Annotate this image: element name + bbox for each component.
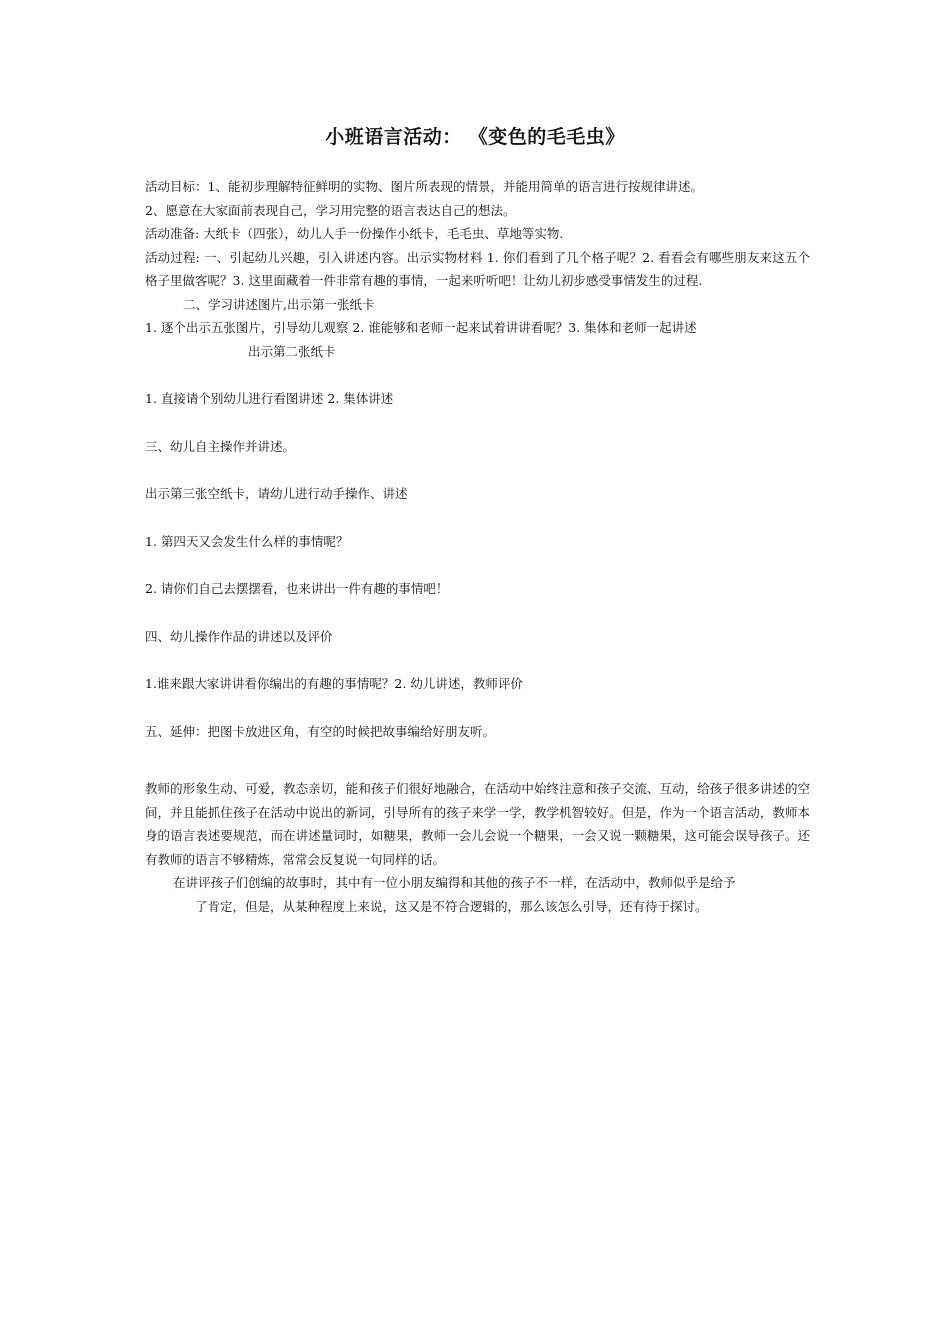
- card-2-items: 1. 直接请个别幼儿进行看图讲述 2. 集体讲述: [145, 391, 394, 406]
- step-4-items: 1.谁来跟大家讲讲看你编出的有趣的事情呢？2. 幼儿讲述，教师评价: [145, 676, 523, 691]
- reflection-paragraph-2-line-1: 在讲评孩子们创编的故事时，其中有一位小朋友编得和其他的孩子不一样，在活动中，教师似乎是给予: [173, 875, 736, 890]
- question-2: 2. 请你们自己去摆摆看，也来讲出一件有趣的事情吧！: [145, 581, 449, 596]
- step-4-heading: 四、幼儿操作作品的讲述以及评价: [145, 628, 333, 644]
- goal-paragraph-2: 2、愿意在大家面前表现自己，学习用完整的语言表达自己的想法。: [145, 202, 516, 218]
- document-body: [145, 175, 810, 918]
- card-3-instruction: 出示第三张空纸卡，请幼儿进行动手操作、讲述: [145, 486, 408, 501]
- goal-paragraph-1: 活动目标：1、能初步理解特征鲜明的实物、图片所表现的情景，并能用简单的语言进行按规律讲述。: [145, 179, 703, 194]
- step-3-heading: 三、幼儿自主操作并讲述。: [145, 438, 296, 454]
- step-2-items: 1. 逐个出示五张图片，引导幼儿观察 2. 谁能够和老师一起来试着讲讲看呢？3. 集体和老师一起讲述: [145, 320, 697, 335]
- question-1: 1. 第四天又会发生什么样的事情呢？: [145, 533, 349, 549]
- process-paragraph: 活动过程: 一、引起幼儿兴趣，引入讲述内容。出示实物材料 1. 你们看到了几个格子呢？2. 看看会有哪些朋友来这五个格子里做客呢？3. 这里面藏着一件非常有趣的事情，一起来听听吧！让幼儿初步感受事情发生的过程.: [145, 249, 810, 288]
- step-5-extension: 五、延伸：把图卡放进区角，有空的时候把故事编给好朋友听。: [145, 723, 496, 739]
- step-2-heading: 二、学习讲述图片,出示第一张纸卡: [183, 296, 375, 312]
- reflection-paragraph-1: 教师的形象生动、可爱，教态亲切，能和孩子们很好地融合，在活动中始终注意和孩子交流、互动，给孩子很多讲述的空间，并且能抓住孩子在活动中说出的新词，引导所有的孩子来学一学，教学机智较好。但是，作为一个语言活动，教师本身的语言表述要规范，而在讲述量词时，如糖果，教师一会儿会说一个糖果，一会又说一颗糖果，这可能会误导孩子。还有教师的语言不够精炼，常常会反复说一句同样的话。: [145, 781, 810, 867]
- preparation-paragraph: 活动准备: 大纸卡（四张），幼儿人手一份操作小纸卡，毛毛虫、草地等实物.: [145, 226, 564, 241]
- card-2-heading: 出示第二张纸卡: [248, 343, 336, 359]
- document-title: 小班语言活动： 《变色的毛毛虫》: [325, 126, 625, 148]
- reflection-paragraph-2-line-2: 了肯定，但是，从某种程度上来说，这又是不符合逻辑的，那么该怎么引导，还有待于探讨。: [195, 898, 708, 914]
